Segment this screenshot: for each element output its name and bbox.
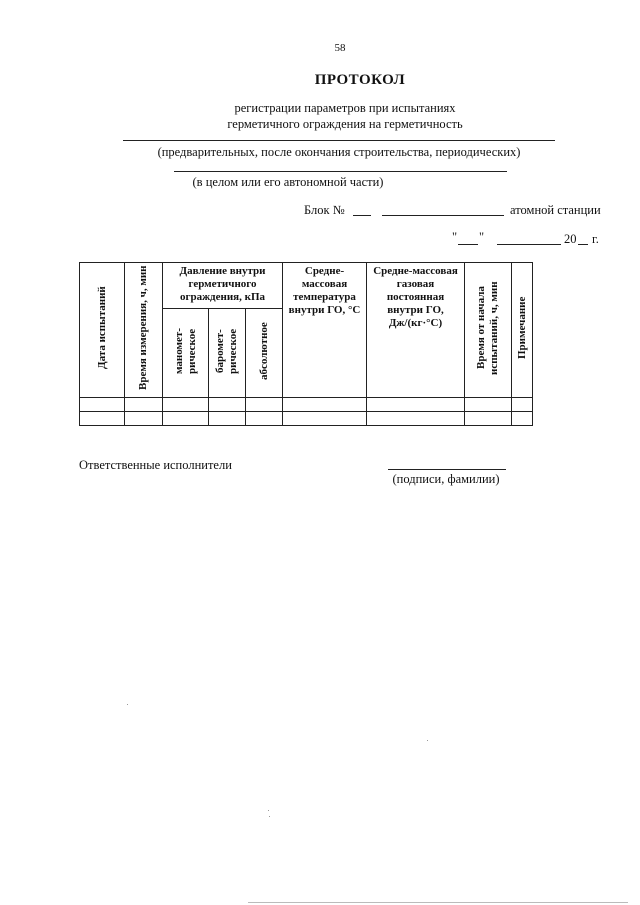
header-time: Время измерения, ч, мин [137,265,149,391]
date-quote-open: " [452,230,458,244]
date-month-line [497,244,561,245]
header-elapsed: Время от начала испытаний, ч, мин [475,281,500,375]
year-prefix: 20 [564,232,577,246]
signature-line [388,469,506,470]
scan-speck [269,816,270,817]
header-time-cell [125,263,163,398]
header-elapsed-cell [465,263,512,398]
scope-caption: (в целом или его автономной части) [192,175,384,189]
year-suffix: г. [592,232,599,246]
subtitle-line-1: регистрации параметров при испытаниях [234,101,456,115]
blok-label: Блок № [304,203,345,217]
station-label: атомной станции [510,203,601,217]
page-title: ПРОТОКОЛ [314,72,406,88]
scan-speck [268,810,269,811]
table-row [80,398,533,412]
page-number: 58 [334,42,346,54]
header-pressure-abs: абсолютное [257,322,270,380]
date-quote-close: " [479,230,485,244]
header-abs-cell [246,309,283,398]
subtitle-line-2: герметичного ограждения на герметичность [227,117,463,131]
header-note: Примечание [515,296,528,360]
header-mano-cell [163,309,209,398]
responsible-label: Ответственные исполнители [79,458,232,472]
scan-speck [427,740,428,741]
header-note-cell [512,263,533,398]
header-pressure-mano: маномет-рическое [172,328,198,374]
test-type-caption: (предварительных, после окончания строительства, периодических) [157,145,521,159]
header-gas-constant: Средне-массовая газовая постоянная внутри ГО, Дж/(кг·°С) [367,263,465,398]
blok-name-line [382,215,504,216]
test-type-fill-line [123,140,555,141]
header-baro-text: баромет-рическое [214,328,239,374]
header-temperature: Средне-массовая температура внутри ГО, °С [283,263,367,398]
scope-fill-line [174,171,507,172]
header-baro-cell [209,309,246,398]
year-line [578,244,588,245]
date-day-line [458,244,478,245]
header-pressure-group: Давление внутри герметичного ограждения, кПа [163,263,283,309]
table-row [80,412,533,426]
signature-caption: (подписи, фамилии) [392,472,500,486]
blok-number-line [353,215,371,216]
header-date: Дата испытаний [95,286,108,370]
header-date-cell [80,263,125,398]
protocol-table [79,262,533,426]
scan-bottom-edge [248,902,628,903]
scan-speck [127,704,128,705]
